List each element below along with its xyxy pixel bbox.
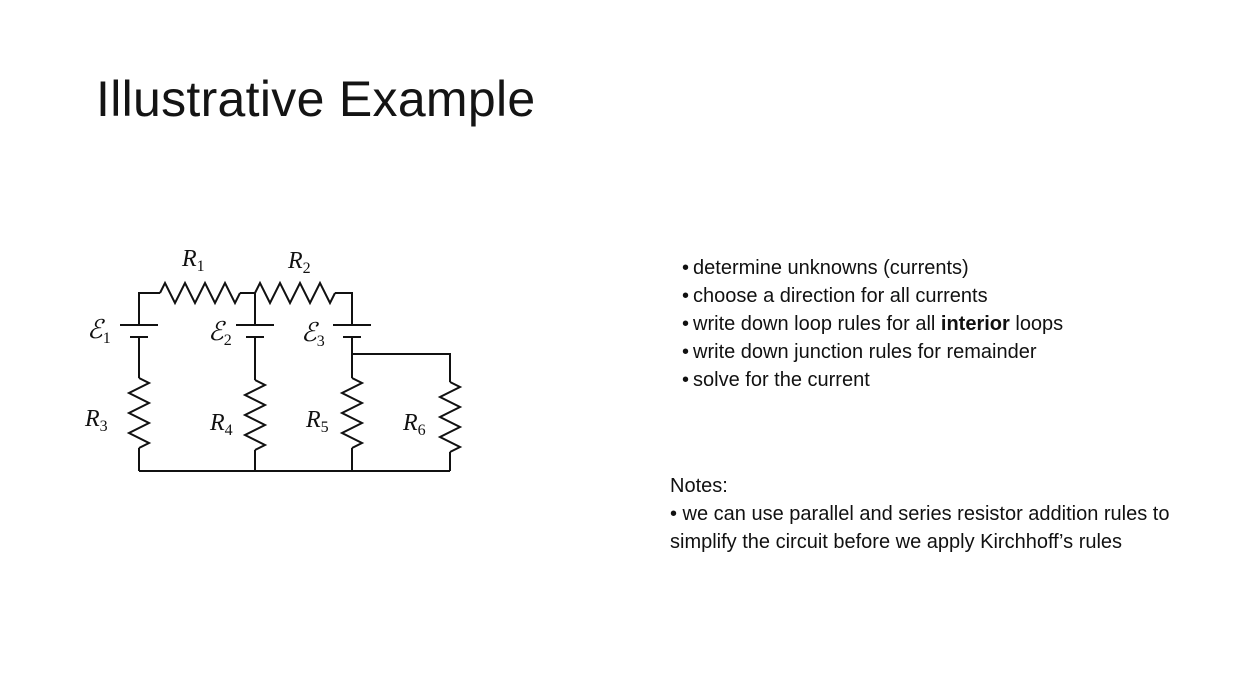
- step-text: determine unknowns (currents): [693, 257, 969, 279]
- step-text-post: loops: [1009, 313, 1064, 335]
- step-item: [682, 338, 1063, 366]
- notes-line-2: simplify the circuit before we apply Kirchhoff’s rules: [670, 531, 1123, 553]
- slide-title: Illustrative Example: [96, 71, 536, 127]
- step-item: [682, 254, 1063, 282]
- label-r1: $R_1$: [182, 246, 205, 275]
- wire-top-right: [335, 293, 352, 320]
- resistor-r4: [245, 380, 265, 450]
- resistor-r2: [255, 283, 335, 303]
- label-r3: $R_3$: [85, 406, 108, 435]
- notes-heading: Notes:: [670, 475, 728, 497]
- resistor-r3: [129, 378, 149, 448]
- notes-block: [670, 472, 1169, 556]
- step-text: choose a direction for all currents: [693, 285, 988, 307]
- step-item: [682, 282, 1063, 310]
- step-text: write down junction rules for remainder: [693, 341, 1037, 363]
- label-e1: ℰ1: [87, 315, 111, 347]
- circuit-diagram: [70, 230, 490, 490]
- step-text-pre: write down loop rules for all: [693, 313, 941, 335]
- bullet-dot: •: [682, 285, 690, 307]
- steps-list: [682, 254, 1063, 394]
- step-text-bold: interior: [940, 313, 1010, 335]
- notes-line-1: • we can use parallel and series resistor addition rules to: [670, 503, 1170, 525]
- bullet-dot: •: [682, 313, 690, 335]
- label-e2: ℰ2: [208, 317, 232, 349]
- step-text: solve for the current: [693, 369, 870, 391]
- resistor-r1: [160, 283, 240, 303]
- label-r4: $R_4$: [210, 410, 233, 439]
- label-r6: $R_6$: [403, 410, 426, 439]
- step-item: [682, 310, 1063, 338]
- bullet-dot: •: [682, 369, 690, 391]
- resistor-r6: [440, 382, 460, 452]
- label-e3: ℰ3: [301, 318, 325, 350]
- label-r2: $R_2$: [288, 248, 311, 277]
- wire-r6-top: [352, 354, 450, 382]
- bullet-dot: •: [682, 341, 690, 363]
- resistor-r5: [342, 378, 362, 448]
- wire-top-left: [139, 293, 160, 315]
- label-r5: $R_5$: [306, 407, 329, 436]
- step-item: [682, 366, 1063, 394]
- bullet-dot: •: [682, 257, 690, 279]
